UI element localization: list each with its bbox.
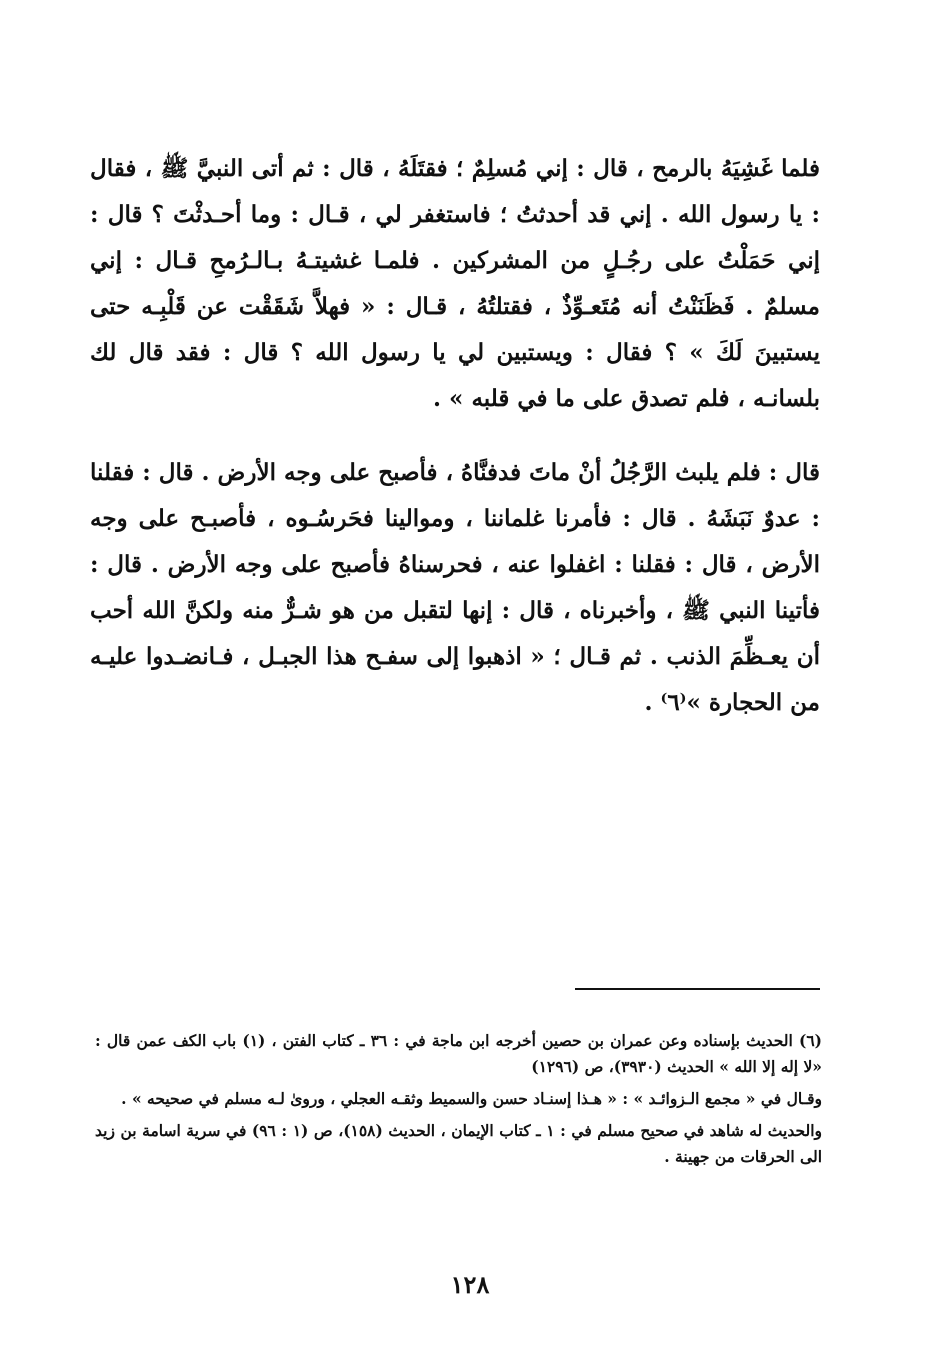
paragraph-2: قال : فلم يلبث الرَّجُلُ أنْ ماتَ فدفنَّاهُ ، فأصبح على وجه الأرض . قال : فقلنا : عدوٌ نَبَشَهُ . قال : فأمرنا غلماننا ، وموالينا فحَرسُـوه ، فأصبـح على وجه الأرض ، قال : فقلنا : اغفلوا عنه ، فحرسناهُ فأصبح على وجه الأرض . قال : فأتينا النبي ﷺ ، وأخبرناه ، قال : إنها لتقبل من هو شـرٌّ منه ولكنَّ الله أحب أن يعـظِّمَ الذنب . ثم قـال ؛ « اذهبوا إلى سفـح هذا الجبـل ، فـانضـدوا عليـه من الحجارة »⁽٦⁾ .	[90, 459, 820, 716]
footnote-1: (٦) الحديث بإسناده وعن عمران بن حصين أخرجه ابن ماجة في : ٣٦ ـ كتاب الفتن ، (١) باب الكف عمن قال : «لا إله إلا الله » الحديث (٣٩٣٠)، ص (١٢٩٦)	[95, 1031, 823, 1076]
paragraph-1: فلما غَشِيَهُ بالرمح ، قال : إني مُسلِمٌ ؛ فقتَلَهُ ، قال : ثم أتى النبيَّ ﷺ ، فقال : يا رسول الله . إني قد أحدثتُ ؛ فاستغفر لي ، قـال : وما أحـدثْتَ ؟ قال : إني حَمَلْتُ على رجُـلٍ من المشركين . فلمـا غشيتـهُ بـالـرُمحِ قـال : إني مسلمٌ . فَظَنَنْتُ أنه مُتَعـوِّذٌ ، فقتلتُهُ ، قـال : « فهلاَّ شَقَقْت عن قَلْبِـه حتى يستبينَ لَكَ » ؟ فقال : ويستبين لي يا رسول الله ؟ قال : فقد قال لك بلسانـه ، فلم تصدق على ما في قلبه » .	[90, 155, 820, 412]
footnote-divider	[575, 988, 820, 990]
footnote-2: وقـال في « مجمع الـزوائـد » : « هـذا إسنـاد حسن والسميط وثقـه العجلي ، وروىٰ لـه مسلم في صحيحه » .	[121, 1089, 822, 1108]
footnotes-block	[95, 1028, 822, 1176]
main-text-block	[90, 146, 820, 726]
footnote-3: والحديث له شاهد في صحيح مسلم في : ١ ـ كتاب الإيمان ، الحديث (١٥٨)، ص (١ : ٩٦) في سرية اسامة بن زيد الى الحرقات من جهينة .	[95, 1121, 823, 1166]
page-number: ١٢٨	[450, 1270, 490, 1299]
